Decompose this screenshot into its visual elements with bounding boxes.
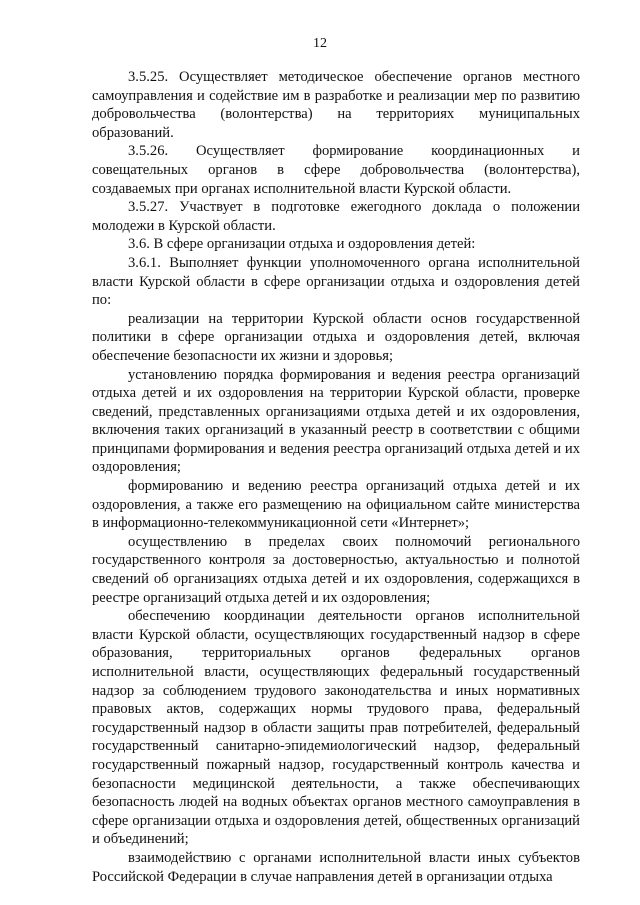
list-item-interregional-cooperation: взаимодействию с органами исполнительной власти иных субъектов Российской Федерации в случае направления детей в организации отдыха xyxy=(92,849,580,885)
paragraph-3-6-1: 3.6.1. Выполняет функции уполномоченного органа исполнительной власти Курской области в сфере организации отдыха и оздоровления детей по: xyxy=(92,254,580,309)
section-heading-3-6: 3.6. В сфере организации отдыха и оздоровления детей: xyxy=(128,236,476,253)
paragraph-3-5-27: 3.5.27. Участвует в подготовке ежегодного доклада о положении молодежи в Курской области. xyxy=(92,199,580,234)
list-item-policy-implementation: реализации на территории Курской области основ государственной политики в сфере организации отдыха и оздоровления детей, включая обеспечение безопасности их жизни и здоровья; xyxy=(92,310,580,364)
paragraph-3-5-26: 3.5.26. Осуществляет формирование координационных и совещательных органов в сфере добровольчества (волонтерства), создаваемых при органах исполнительной власти Курской области. xyxy=(92,143,580,197)
list-item-registry-maintenance: формированию и ведению реестра организаций отдыха детей и их оздоровления, а также его размещению на официальном сайте министерства в информационно-телекоммуникационной сети «Интернет»; xyxy=(92,478,580,532)
page-number: 12 xyxy=(313,36,327,51)
list-item-coordination: обеспечению координации деятельности органов исполнительной власти Курской области, осуществляющих государственный надзор в сфере образования, территориальных органов федеральных органов исполнительной власти, осуществляющих федеральный государственный надзор за соблюдением трудового законодательства и иных нормативных правовых актов, содержащих нормы трудового права, федеральный государственный надзор в области защиты прав потребителей, федеральный государственный санитарно-эпидемиологический надзор, федеральный государственный пожарный надзор, государственный контроль качества и безопасности медицинской деятельности, а также обеспечивающих безопасность людей на водных объектах органов местного самоуправления в сфере организации отдыха и оздоровления детей, общественных организаций и объединений; xyxy=(92,608,580,848)
paragraph-3-5-25: 3.5.25. Осуществляет методическое обеспечение органов местного самоуправления и содействие им в разработке и реализации мер по развитию добровольчества (волонтерства) на территориях муниципальных образований. xyxy=(92,69,580,141)
document-body xyxy=(92,68,580,886)
list-item-registry-procedure: установлению порядка формирования и ведения реестра организаций отдыха детей и их оздоровления на территории Курской области, проверке сведений, представленных организациями отдыха детей и их оздоровления, включения таких организаций в указанный реестр в соответствии с общими принципами формирования и ведения реестра организаций отдыха детей и их оздоровления; xyxy=(92,366,580,476)
list-item-regional-control: осуществлению в пределах своих полномочий регионального государственного контроля за достоверностью, актуальностью и полнотой сведений об организациях отдыха детей и их оздоровления, содержащихся в реестре организаций отдыха детей и их оздоровления; xyxy=(92,533,580,606)
